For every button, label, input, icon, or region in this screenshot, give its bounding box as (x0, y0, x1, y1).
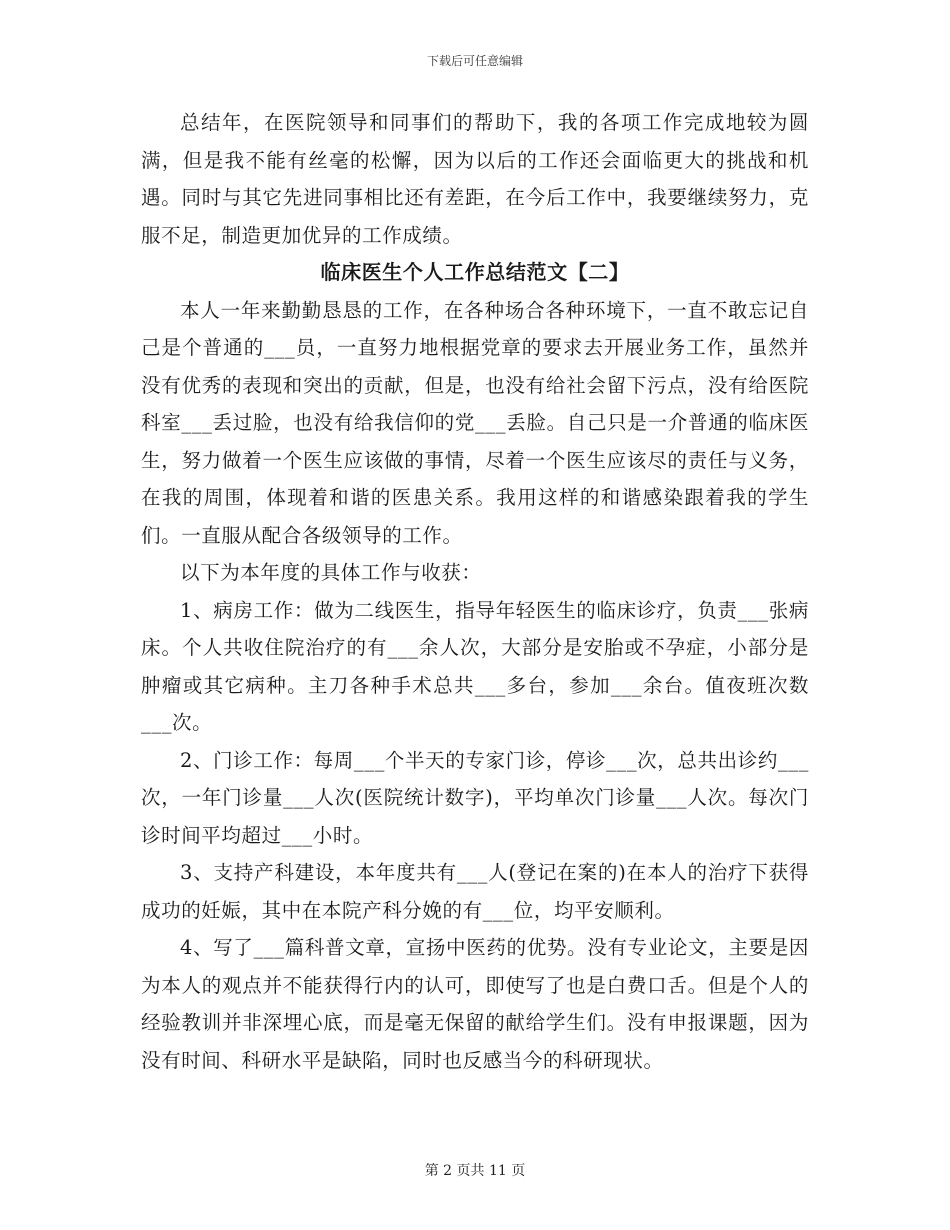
paragraph-intro: 本人一年来勤勤恳恳的工作，在各种场合各种环境下，一直不敢忘记自己是个普通的___员，一直努力地根据党章的要求去开展业务工作，虽然并没有优秀的表现和突出的贡献，但是，也没有给社会留下污点，没有给医院科室___丢过脸，也没有给我信仰的党___丢脸。自己只是一介普通的临床医生，努力做着一个医生应该做的事情，尽着一个医生应该尽的责任与义务，在我的周围，体现着和谐的医患关系。我用这样的和谐感染跟着我的学生们。一直服从配合各级领导的工作。 (141, 298, 809, 547)
paragraph-obstetrics-support: 3、支持产科建设，本年度共有___人(登记在案的)在本人的治疗下获得成功的妊娠，其中在本院产科分娩的有___位，均平安顺利。 (141, 861, 809, 922)
document-body (141, 104, 809, 1079)
paragraph-conclusion: 总结年，在医院领导和同事们的帮助下，我的各项工作完成地较为圆满，但是我不能有丝毫的松懈，因为以后的工作还会面临更大的挑战和机遇。同时与其它先进同事相比还有差距，在今后工作中，我要继续努力，克服不足，制造更加优异的工作成绩。 (141, 111, 809, 247)
section-heading: 临床医生个人工作总结范文【二】 (320, 260, 630, 284)
paragraph-articles: 4、写了___篇科普文章，宣扬中医药的优势。没有专业论文，主要是因为本人的观点并不能获得行内的认可，即使写了也是白费口舌。但是个人的经验教训并非深埋心底，而是毫无保留的献给学生们。没有申报课题，因为没有时间、科研水平是缺陷，同时也反感当今的科研现状。 (141, 936, 809, 1072)
page-footer: 第 2 页共 11 页 (424, 1163, 526, 1179)
page-header: 下载后可任意编辑 (426, 54, 523, 68)
paragraph-ward-work: 1、病房工作：做为二线医生，指导年轻医生的临床诊疗，负责___张病床。个人共收住院治疗的有___余人次，大部分是安胎或不孕症，小部分是肿瘤或其它病种。主刀各种手术总共___多台，参加___余台。值夜班次数___次。 (141, 598, 809, 734)
paragraph-work-summary-lead: 以下为本年度的具体工作与收获： (180, 561, 482, 584)
paragraph-outpatient-work: 2、门诊工作：每周___个半天的专家门诊，停诊___次，总共出诊约___次，一年门诊量___人次(医院统计数字)，平均单次门诊量___人次。每次门诊时间平均超过___小时。 (141, 748, 809, 847)
